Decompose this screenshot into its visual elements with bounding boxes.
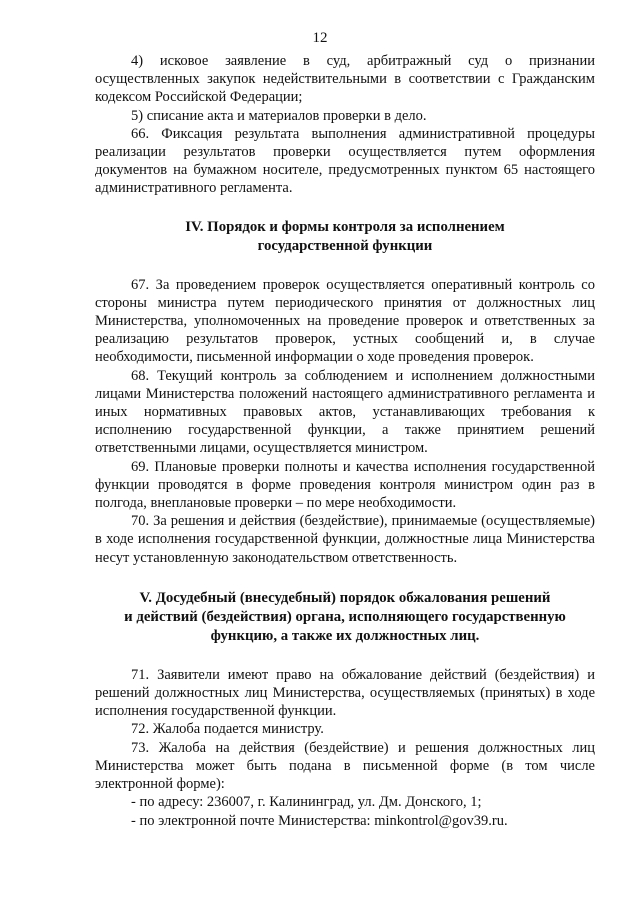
paragraph-5: 5) списание акта и материалов проверки в дело. [131,107,427,124]
section-5-heading-line-2: и действий (бездействия) органа, исполняющего государственную [124,608,566,625]
paragraph-72: 72. Жалоба подается министру. [131,721,324,738]
paragraph-67: 67. За проведением проверок осуществляется оперативный контроль со стороны министра путем периодического принятия от должностных лиц Министерства, уполномоченных на проведение проверок и ответственных за реализацию результатов проверок, устных сообщений и, в случае необходимости, письменной информации о ходе проведения проверок. [95,276,595,366]
section-4-heading-line-2: государственной функции [257,237,433,254]
document-body [95,52,595,830]
paragraph-70: 70. За решения и действия (бездействие), принимаемые (осуществляемые) в ходе исполнения государственной функции, должностные лица Министерства несут установленную законодательством ответственность. [95,513,595,566]
paragraph-68: 68. Текущий контроль за соблюдением и исполнением должностными лицами Министерства положений настоящего административного регламента и иных нормативных правовых актов, устанавливающих требования к исполнению государственной функции, а также принятием решений ответственными лицами, осуществляется министром. [95,367,595,457]
paragraph-71: 71. Заявители имеют право на обжалование действий (бездействия) и решений должностных лиц Министерства, осуществляемых (принятых) в ходе исполнения государственной функции. [95,666,595,720]
list-item-email: - по электронной почте Министерства: minkontrol@gov39.ru. [131,812,508,829]
paragraph-73: 73. Жалоба на действия (бездействие) и решения должностных лиц Министерства может быть подана в письменной форме (в том числе электронной форме): [95,739,595,793]
section-4-heading [95,218,595,256]
page-number: 12 [312,30,328,46]
section-5-heading [95,589,595,646]
list-item-address: - по адресу: 236007, г. Калининград, ул. Дм. Донского, 1; [131,794,482,811]
paragraph-69: 69. Плановые проверки полноты и качества исполнения государственной функции проводятся в форме проведения контроля министром один раз в полгода, внеплановые проверки – по мере необходимости. [95,458,595,512]
paragraph-4: 4) исковое заявление в суд, арбитражный суд о признании осуществленных закупок недействительными в соответствии с Гражданским кодексом Российской Федерации; [95,53,595,106]
section-4-heading-line-1: IV. Порядок и формы контроля за исполнением [185,218,505,235]
section-5-heading-line-3: функцию, а также их должностных лиц. [210,627,480,644]
paragraph-66: 66. Фиксация результата выполнения административной процедуры реализации результатов проверки осуществляется путем оформления документов на бумажном носителе, предусмотренных пунктом 65 настоящего административного регламента. [95,125,595,197]
section-5-heading-line-1: V. Досудебный (внесудебный) порядок обжалования решений [139,589,551,606]
